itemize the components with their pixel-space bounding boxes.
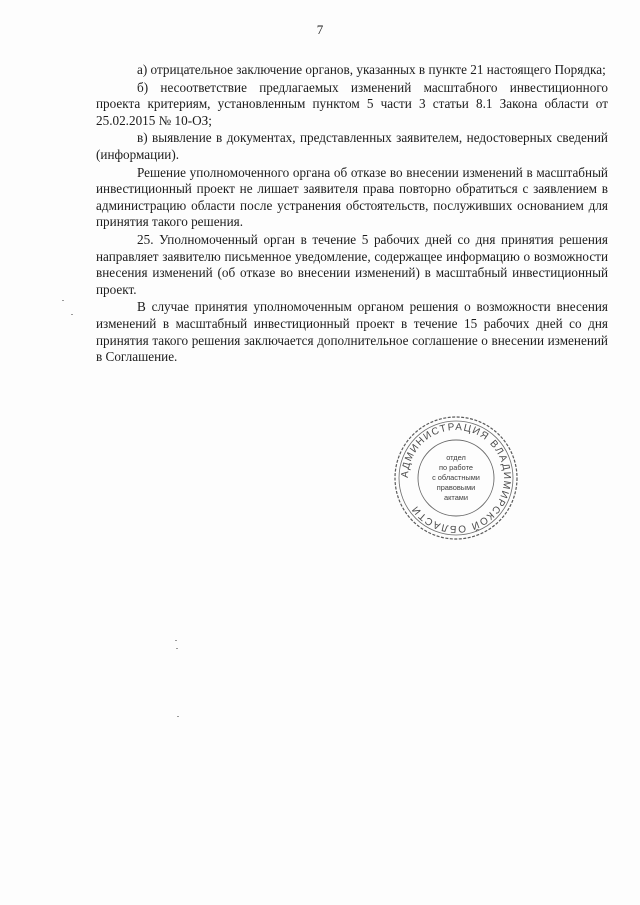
scan-speck [176, 648, 178, 649]
paragraph-refusal-decision: Решение уполномоченного органа об отказе во внесении изменений в масштабный инвестиционный проект не лишает заявителя права повторно обратиться с заявлением в администрацию области после устранения обстоятельств, послуживших основанием для принятия такого решения. [96, 164, 608, 230]
seal-line: по работе [439, 463, 473, 472]
paragraph-reason-v: в) выявление в документах, представленных заявителем, недостоверных сведений (информации). [96, 130, 608, 162]
scan-speck [177, 716, 179, 717]
seal-line: актами [443, 493, 469, 502]
paragraph-clause-25: 25. Уполномоченный орган в течение 5 рабочих дней со дня принятия решения направляет заявителю письменное уведомление, содержащее информацию о возможности внесения изменений (об отказе во внесении изменений) в масштабный инвестиционный проект. [96, 231, 608, 297]
seal-ring-text: АДМИНИСТРАЦИЯ ВЛАДИМИРСКОЙ ОБЛАСТИ [399, 421, 513, 535]
scan-speck [71, 314, 73, 315]
seal-line: отдел [446, 453, 466, 462]
scan-speck [62, 300, 64, 301]
official-seal [392, 414, 520, 542]
page-number: 7 [316, 22, 324, 37]
paragraph-reason-b: б) несоответствие предлагаемых изменений масштабного инвестиционного проекта критериям, установленным пунктом 5 части 3 статьи 8.1 Закона области от 25.02.2015 № 10-ОЗ; [96, 79, 608, 128]
paragraph-reason-a: а) отрицательное заключение органов, указанных в пункте 21 настоящего Порядка; [137, 62, 606, 77]
scan-speck [175, 640, 177, 641]
seal-line: правовыми [436, 483, 476, 492]
paragraph-supplementary-agreement: В случае принятия уполномоченным органом решения о возможности внесения изменений в масштабный инвестиционный проект в течение 15 рабочих дней со дня принятия такого решения заключается дополнительное соглашение о внесении изменений в Соглашение. [96, 299, 608, 365]
seal-line: с областными [432, 473, 480, 482]
document-body [96, 62, 608, 367]
